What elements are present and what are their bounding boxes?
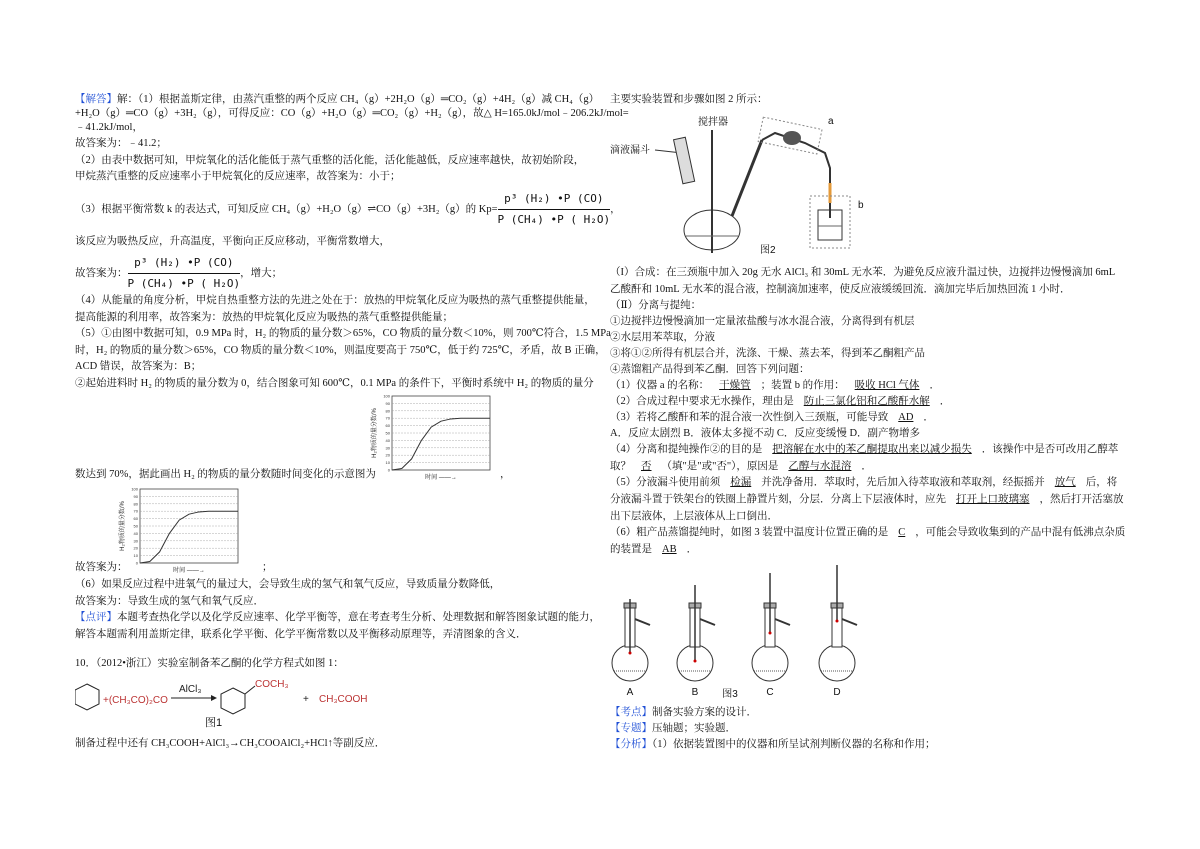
- text-line: [75, 468, 376, 482]
- answer-fraction-line: [75, 254, 282, 293]
- answer-blank: AD: [898, 412, 914, 423]
- analysis-line: [610, 738, 936, 752]
- text: （2）合成过程中要求无水操作，理由是: [610, 396, 794, 407]
- x-axis-label: 时间 ——→: [425, 475, 457, 481]
- text: 后，将: [1085, 477, 1118, 488]
- fraction-numerator: p³ (H₂) •P (CO): [498, 190, 611, 210]
- thermometer-bulb: [694, 660, 697, 663]
- y-tick-label: 100: [131, 486, 138, 492]
- y-tick-label: 80: [385, 408, 390, 414]
- y-tick-label: 90: [133, 493, 138, 499]
- stirrer-label: 搅拌器: [698, 117, 728, 128]
- text-line: ﹣41.2kJ/mol，: [75, 122, 143, 133]
- dropping-funnel-label: 滴液漏斗: [610, 145, 650, 156]
- text: （1）依据装置图中的仪器和所呈试剂判断仪器的名称和作用；: [652, 739, 936, 750]
- fraction-denominator: P (CH₄) •P ( H₂O): [497, 213, 611, 226]
- thermometer-bulb: [769, 632, 772, 635]
- figure-1-caption: 图1: [205, 717, 223, 729]
- condenser-icon: [732, 140, 762, 216]
- text: ，: [500, 469, 511, 480]
- benzene-ring-icon: [75, 684, 99, 710]
- text: ．该操作中是否可改用乙醇萃: [981, 444, 1119, 455]
- question-6: [610, 526, 1125, 540]
- answer-blank: AB: [662, 544, 677, 555]
- flask-label: C: [766, 687, 774, 698]
- text: 取？: [610, 461, 631, 472]
- question-5-cont: [610, 493, 1124, 507]
- answer-blank: 检漏: [730, 477, 752, 488]
- question-2: [610, 395, 950, 409]
- text-line: ②水层用苯萃取，分液: [610, 332, 715, 343]
- kp-line: [75, 190, 621, 229]
- question-1: [610, 379, 940, 393]
- comment-line: [75, 611, 600, 625]
- answer-line: [75, 93, 599, 107]
- text: ，: [610, 203, 621, 215]
- thermometer-bulb: [629, 652, 632, 655]
- plus-sign: +: [303, 694, 309, 705]
- text-line: 制备过程中还有 CH₃COOH+AlCl₃→CH₃COOAlCl₂+HCl↑等副反应．: [75, 738, 386, 749]
- text: （填"是"或"否"），原因是: [661, 461, 779, 472]
- text-line: （4）从能量的角度分析，甲烷自热重整方法的先进之处在于：放热的甲烷氧化反应为吸热的蒸气重整提供能量，: [75, 295, 595, 306]
- text: （3）若将乙酸酐和苯的混合液一次性倒入三颈瓶，可能导致: [610, 412, 889, 423]
- answer-blank: 放气: [1054, 477, 1076, 488]
- answer-blank: 防止三氯化铝和乙酸酐水解: [803, 396, 930, 407]
- y-tick-label: 90: [385, 400, 390, 406]
- question-3: [610, 411, 934, 425]
- bond-line: [245, 686, 255, 694]
- question-10-title: 10．（2012•浙江）实验室制备苯乙酮的化学方程式如图 1：: [75, 658, 344, 669]
- text: （4）分离和提纯操作②的目的是: [610, 444, 763, 455]
- y-tick-label: 60: [133, 516, 138, 522]
- catalyst-label: AlCl₃: [179, 684, 202, 695]
- dropping-funnel-icon: [674, 137, 695, 184]
- comment-tag: 【点评】: [75, 612, 117, 623]
- text-line: （6）如果反应过程中进氧气的量过大，会导致生成的氢气和氧气反应，导致质量分数降低，: [75, 579, 501, 590]
- text-line: ②起始进料时 H₂ 的物质的量分数为 0，结合图象可知 600℃，0.1 MPa 的条件下，平衡时系统中 H₂ 的物质的量分: [75, 378, 594, 389]
- text: ．: [939, 396, 951, 407]
- kp-fraction: [498, 190, 611, 229]
- fraction-numerator: p³ (H₂) •P (CO): [128, 254, 241, 274]
- text-line: ④蒸馏粗产品得到苯乙酮．回答下列问题：: [610, 364, 810, 375]
- side-arm: [775, 619, 790, 625]
- text: 故答案为：: [75, 267, 128, 279]
- y-tick-label: 40: [385, 437, 390, 443]
- y-tick-label: 20: [385, 452, 390, 458]
- text: ．: [861, 461, 872, 472]
- answer-blank: 打开上口玻璃塞: [956, 494, 1030, 505]
- y-tick-label: 100: [383, 393, 390, 399]
- text: 的装置是: [610, 544, 652, 555]
- y-tick-label: 70: [133, 508, 138, 514]
- x-axis-label: 时间 ——→: [173, 568, 205, 574]
- answer-fraction: [128, 254, 241, 293]
- text-line: 故答案为：﹣41.2；: [75, 138, 167, 149]
- reactant-label: +(CH₃CO)₂CO: [103, 695, 168, 706]
- fraction-denominator: P (CH₄) •P ( H₂O): [127, 277, 241, 290]
- text: ．: [929, 380, 940, 391]
- text: 分液漏斗置于铁架台的铁圈上静置片刻，分层．分离上下层液体时，应先: [610, 494, 946, 505]
- figure-2-apparatus: [610, 108, 870, 258]
- h2-fraction-chart: [370, 392, 495, 484]
- flask-label: D: [833, 687, 841, 698]
- product-label: COCH₃: [255, 679, 289, 690]
- text: 压轴题；实验题．: [652, 723, 736, 734]
- y-tick-label: 30: [385, 445, 390, 451]
- text: 并洗净备用．萃取时，先后加入待萃取液和萃取剂，经振摇并: [761, 477, 1045, 488]
- figure-3-caption: 图3: [722, 689, 738, 700]
- key-point-tag: 【考点】: [610, 707, 652, 718]
- text-line: 故答案为：: [75, 562, 128, 573]
- answer-blank: 乙醇与水混溶: [788, 461, 852, 472]
- analysis-tag: 【分析】: [610, 739, 652, 750]
- flask-label: B: [691, 687, 699, 698]
- text-line: 出下层液体，上层液体从上口倒出．: [610, 511, 778, 522]
- side-arm: [700, 619, 715, 625]
- answer-blank: 否: [641, 461, 652, 472]
- text: ，可能会导致收集到的产品中混有低沸点杂质: [915, 527, 1126, 538]
- y-tick-label: 40: [133, 530, 138, 536]
- text-line: （5）①由图中数据可知，0.9 MPa 时，H₂ 的物质的量分数＞65%，CO 物质的量分数＜10%，则 700℃符合，1.5 MPa: [75, 328, 611, 339]
- text: （3）根据平衡常数 k 的表达式，可知反应 CH₄（g）+H₂O（g）⇌CO（g）+3H₂（g）的 Kp=: [75, 203, 498, 215]
- text-line: 解答本题需利用盖斯定律，联系化学平衡、化学平衡常数以及平衡移动原理等，弄清图象的含义．: [75, 629, 527, 640]
- text: ．: [686, 544, 698, 555]
- answer-blank: 把溶解在水中的苯乙酮提取出来以减少损失: [772, 444, 972, 455]
- y-axis-label: H₂物质的量分数/%: [372, 408, 378, 458]
- side-arm: [842, 619, 857, 625]
- byproduct-label: CH₃COOH: [319, 694, 368, 705]
- text-line: ①边搅拌边慢慢滴加一定量浓盐酸与冰水混合液，分离得到有机层: [610, 316, 915, 327]
- drying-tube-icon: [783, 131, 801, 145]
- round-bottom-flask-icon: [752, 645, 788, 681]
- flask-label: A: [626, 687, 634, 698]
- text-line: 乙酸酐和 10mL 无水苯的混合液，控制滴加速率，使反应液缓缓回流．滴加完毕后加热回流 1 小时．: [610, 284, 1071, 295]
- text-line: （Ⅱ）分离与提纯：: [610, 300, 702, 311]
- label-a: a: [828, 116, 834, 127]
- text: （5）分液漏斗使用前须: [610, 477, 721, 488]
- y-tick-label: 20: [133, 545, 138, 551]
- text-line: 主要实验装置和步骤如图 2 所示：: [610, 94, 768, 105]
- figure-3-distillation-flasks: [605, 555, 875, 700]
- tube-line: [762, 133, 830, 218]
- answer-blank: C: [898, 527, 906, 538]
- text-line: ACD 错误，故答案为：B；: [75, 361, 202, 372]
- y-tick-label: 70: [385, 415, 390, 421]
- text: （1）仪器 a 的名称：: [610, 380, 710, 391]
- answer-tag: 【解答】: [75, 94, 117, 105]
- text-line: 时，H₂ 的物质的量分数＞65%，CO 物质的量分数＜10%，则温度要高于 750℃，低于约 725℃，矛盾，故 B 正确，: [75, 345, 606, 356]
- y-tick-label: 0: [135, 560, 138, 566]
- label-b: b: [858, 200, 864, 211]
- y-tick-label: 10: [385, 460, 390, 466]
- reaction-equation-figure: [75, 676, 375, 732]
- text: ；: [262, 562, 273, 573]
- text: ，增大；: [240, 267, 283, 279]
- text: ．: [923, 412, 934, 423]
- thermometer-bulb: [836, 620, 839, 623]
- answer-blank: 干燥管: [719, 380, 751, 391]
- key-point-line: [610, 706, 757, 720]
- y-tick-label: 50: [133, 523, 138, 529]
- benzene-ring-icon: [221, 688, 245, 714]
- question-4: [610, 443, 1118, 457]
- text: ；装置 b 的作用：: [760, 380, 845, 391]
- text: 本题考查热化学以及化学反应速率、化学平衡等，意在考查考生分析、处理数据和解答图象试题的能力，: [117, 612, 600, 623]
- y-tick-label: 0: [387, 467, 390, 473]
- text: 制备实验方案的设计．: [652, 707, 757, 718]
- figure-2-caption: 图2: [760, 245, 776, 256]
- y-tick-label: 80: [133, 501, 138, 507]
- text-line: 甲烷蒸汽重整的反应速率小于甲烷氧化的反应速率，故答案为：小于；: [75, 171, 401, 182]
- arrow-head-icon: [211, 695, 217, 701]
- y-tick-label: 50: [385, 430, 390, 436]
- question-5: [610, 476, 1117, 490]
- answer-blank: 吸收 HCl 气体: [854, 380, 920, 391]
- question-4-cont: [610, 460, 872, 474]
- text: ，然后打开活塞放: [1039, 494, 1124, 505]
- text-line: +H₂O（g）═CO（g）+3H₂（g），可得反应：CO（g）+H₂O（g）═CO₂（g）+H₂（g），故△ H=165.0kJ/mol﹣206.2kJ/mol=: [75, 108, 629, 119]
- y-axis-label: H₂物质的量分数/%: [120, 501, 126, 551]
- y-tick-label: 30: [133, 538, 138, 544]
- y-tick-label: 60: [385, 423, 390, 429]
- text-line: 故答案为：导致生成的氢气和氧气反应．: [75, 596, 264, 607]
- text: 数达到 70%，据此画出 H₂ 的物质的量分数随时间变化的示意图为: [75, 469, 376, 480]
- text-line: 该反应为吸热反应，升高温度，平衡向正反应移动，平衡常数增大，: [75, 236, 390, 247]
- text: （6）粗产品蒸馏提纯时，如图 3 装置中温度计位置正确的是: [610, 527, 889, 538]
- side-arm: [635, 619, 650, 625]
- text-line: 提高能源的利用率，故答案为：放热的甲烷氧化反应为吸热的蒸气重整提供能量；: [75, 312, 453, 323]
- text: 解：（1）根据盖斯定律，由蒸汽重整的两个反应 CH₄（g）+2H₂O（g）═CO₂（g）+4H₂（g）减 CH₄（g）: [117, 94, 600, 105]
- text-line: （2）由表中数据可知，甲烷氧化的活化能低于蒸气重整的活化能，活化能越低，反应速率越快，故初始阶段，: [75, 155, 585, 166]
- text-line: （I）合成：在三颈瓶中加入 20g 无水 AlCl₃ 和 30mL 无水苯．为避免反应液升温过快，边搅拌边慢慢滴加 6mL: [610, 267, 1116, 278]
- topic-tag: 【专题】: [610, 723, 652, 734]
- question-3-options: A．反应太剧烈 B．液体太多搅不动 C．反应变缓慢 D．副产物增多: [610, 428, 921, 439]
- y-tick-label: 10: [133, 553, 138, 559]
- h2-fraction-answer-chart: [118, 485, 243, 577]
- text-line: ③将①②所得有机层合并，洗涤、干燥、蒸去苯，得到苯乙酮粗产品: [610, 348, 925, 359]
- round-bottom-flask-icon: [819, 645, 855, 681]
- topic-line: [610, 722, 736, 736]
